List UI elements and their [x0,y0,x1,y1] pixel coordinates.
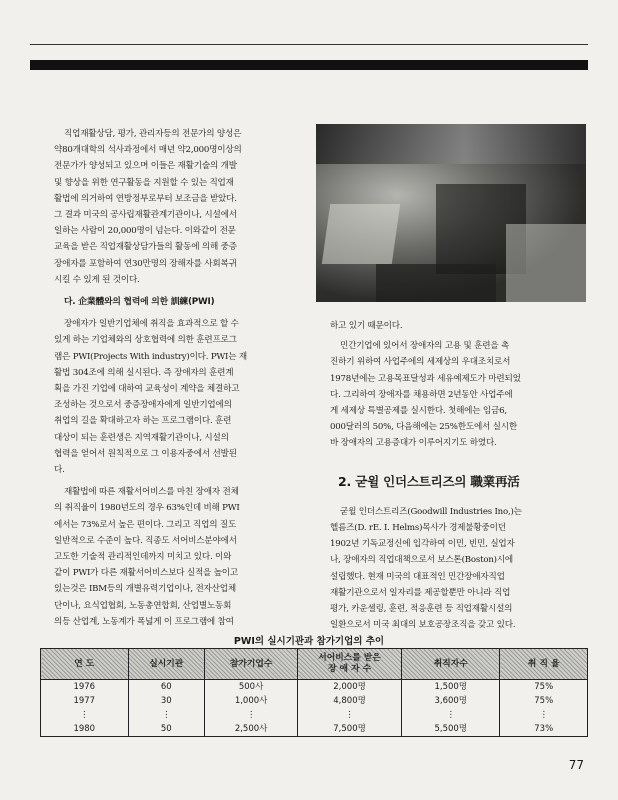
table-cell: 7,500명 [298,722,402,737]
text-line: 및 향상을 위한 연구활동을 지원할 수 있는 직업재 [54,177,234,188]
table-cell: 1976 [41,680,129,695]
table-row [41,694,588,708]
text-line: 1978년에는 고용목표달성과 세유예제도가 마련되었 [330,373,521,384]
table-cell: 50 [128,722,205,737]
text-line: 협력을 얻어서 원칙적으로 그 이용자중에서 선발된 [54,448,237,459]
workshop-photo [316,124,586,302]
table-cell: 75% [500,694,588,708]
table-cell: 2,500사 [205,722,298,737]
text-line: 의 취직율이 1980년도의 경우 63%인데 비해 PWI [54,503,240,514]
table-cell: 2,000명 [298,680,402,695]
table-cell: ⋮ [500,708,588,722]
table-cell: 73% [500,722,588,737]
text-line: 바 장애자의 고용증대가 이루어지기도 하였다. [330,438,497,449]
text-line: 1902년 기독교정신에 입각하여 이민, 빈민, 실업자 [330,539,515,550]
text-line: 다. [54,465,65,476]
text-line: 약80개대학의 석사과정에서 매년 약2,000명이상의 [54,145,242,156]
table-cell: 30 [128,694,205,708]
table-header-cell: 참가기업수 [205,649,298,680]
table-header-cell: 취 직 율 [500,649,588,680]
text-line: 취업의 길을 확대하고자 하는 프로그램이다. 훈련 [54,416,232,427]
text-line: 조성하는 것으로서 중증장애자에게 일반기업에의 [54,400,232,411]
table-cell: 60 [128,680,205,695]
text-line: 시킬 수 있게 된 것이다. [54,274,140,285]
text-line: 대상이 되는 훈련생은 지역재활기관이나, 시설의 [54,432,229,443]
left-para-3 [54,484,302,630]
page-number: 77 [568,758,584,772]
table-row [41,680,588,695]
text-line: 재활기관으로서 일자리를 제공할뿐만 아니라 직업 [330,587,511,598]
table-cell: 1,000사 [205,694,298,708]
right-column [330,318,586,633]
text-line: 다. 그리하여 장애자를 채용하면 2년동안 사업주에 [330,389,513,400]
text-line: 에서는 73%로서 높은 편이다. 그리고 직업의 질도 [54,519,237,530]
text-line: 있는것은 IBM등의 개별유력기업이나, 전자산업체 [54,584,236,595]
text-line: 게 세제상 특별공제를 실시한다. 첫해에는 임금6, [330,406,507,417]
table-header-cell: 서어비스를 받은 장 애 자 수 [298,649,402,680]
text-line: 전문가가 양성되고 있으며 이들은 재활기술의 개발 [54,161,237,172]
text-line: 단이나, 요식업협회, 노동총연합회, 산업별노동회 [54,600,232,611]
table-cell: 4,800명 [298,694,402,708]
table-cell: 1977 [41,694,129,708]
top-rule-thick [30,60,588,70]
text-line: 평가, 카운셀링, 훈련, 적응훈련 등 직업재활시설의 [330,604,513,615]
photo-shade [506,224,586,302]
pwi-table [40,648,588,737]
text-line: 헬름즈(D. rE. I. Helms)목사가 경제불황중이던 [330,523,506,534]
table-row [41,722,588,737]
table-header-row [41,649,588,680]
photo-shade [376,264,496,302]
text-line: 그 결과 미국의 공사립재활관계기관이나, 시설에서 [54,210,237,221]
text-line: 교육을 받은 직업재활상담가들의 활동에 의해 중증 [54,242,237,253]
right-para-3 [330,504,586,634]
table-row [41,708,588,722]
photo-shade [322,204,400,264]
text-line: 일반적으로 수준이 높다. 직종도 서어비스분야에서 [54,535,237,546]
table-cell: ⋮ [128,708,205,722]
right-para-2 [330,338,586,451]
text-line: 활법에 의거하여 연방정부로부터 보조금을 받았다. [54,193,237,204]
text-line: 하고 있기 때문이다. [330,321,403,331]
left-para-1 [54,126,302,288]
text-line: 장애자를 포함하여 연30만명의 장해자를 사회복귀 [54,258,237,269]
text-line: 획을 가진 기업에 대하여 교육성이 계약을 체결하고 [54,384,240,395]
table-cell: 500사 [205,680,298,695]
text-line: 직업재활상담, 평가, 관리자등의 전문가의 양성은 [64,129,242,139]
table-cell: ⋮ [298,708,402,722]
text-line: 재활법에 따른 재활서어비스를 마친 장애자 전체 [64,487,239,498]
text-line: 램은 PWI(Projects With industry)이다. PWI는 재 [54,351,247,362]
table-cell: 3,600명 [402,694,500,708]
photo-shade [316,124,586,164]
table-cell: 75% [500,680,588,695]
table-title: PWI의 실시기관과 참가기업의 추이 [233,636,385,647]
text-line: 진하기 위하여 사업주에의 세제상의 우대조치로서 [330,357,511,368]
table-header-cell: 실시기관 [128,649,205,680]
text-line: 굳윌 인더스트리즈(Goodwill Industries Ino,)는 [340,506,522,517]
text-line: 설립했다. 현재 미국의 대표적인 민간장애자직업 [330,571,505,582]
table-cell: 5,500명 [402,722,500,737]
section-heading-pwi: 다. 企業體와의 협력에 의한 訓練(PWI) [64,297,215,308]
left-para-2 [54,316,302,478]
text-line: 의등 산업계, 노동계가 폭넓게 이 프로그램에 참여 [54,616,234,627]
text-line: 장애자가 일반기업체에 취직을 효과적으로 할 수 [64,319,239,330]
table-cell: ⋮ [205,708,298,722]
table-cell: 1980 [41,722,129,737]
table-cell: 1,500명 [402,680,500,695]
text-line: 일환으로서 미국 최대의 보호공장조직을 갖고 있다. [330,620,516,631]
section-heading-goodwill: 2. 굳윌 인더스트리즈의 職業再活 [338,473,520,489]
top-rule-thin [30,44,588,45]
table-header-cell: 취직자수 [402,649,500,680]
text-line: 민간기업에 있어서 장애자의 고용 및 훈련을 촉 [340,341,510,352]
table-header-cell: 연 도 [41,649,129,680]
text-line: 있게 하는 기업체와의 상호협력에 의한 훈련프로그 [54,335,237,346]
text-line: 000달러의 50%, 다음해에는 25%한도에서 실시한 [330,422,517,433]
left-column [54,126,302,630]
text-line: 활법 304조에 의해 실시된다. 즉 장애자의 훈련계 [54,367,234,378]
text-line: 같이 PWI가 다른 재활서어비스보다 실적을 높이고 [54,568,238,579]
text-line: 나, 장애자의 직업대책으로서 보스톤(Boston)시에 [330,555,514,566]
table-cell: ⋮ [41,708,129,722]
text-line: 고도한 기술적 관리적인데까지 미치고 있다. 이와 [54,552,232,563]
text-line: 일하는 사람이 20,000명이 넘는다. 이와같이 전문 [54,226,236,237]
table-cell: ⋮ [402,708,500,722]
